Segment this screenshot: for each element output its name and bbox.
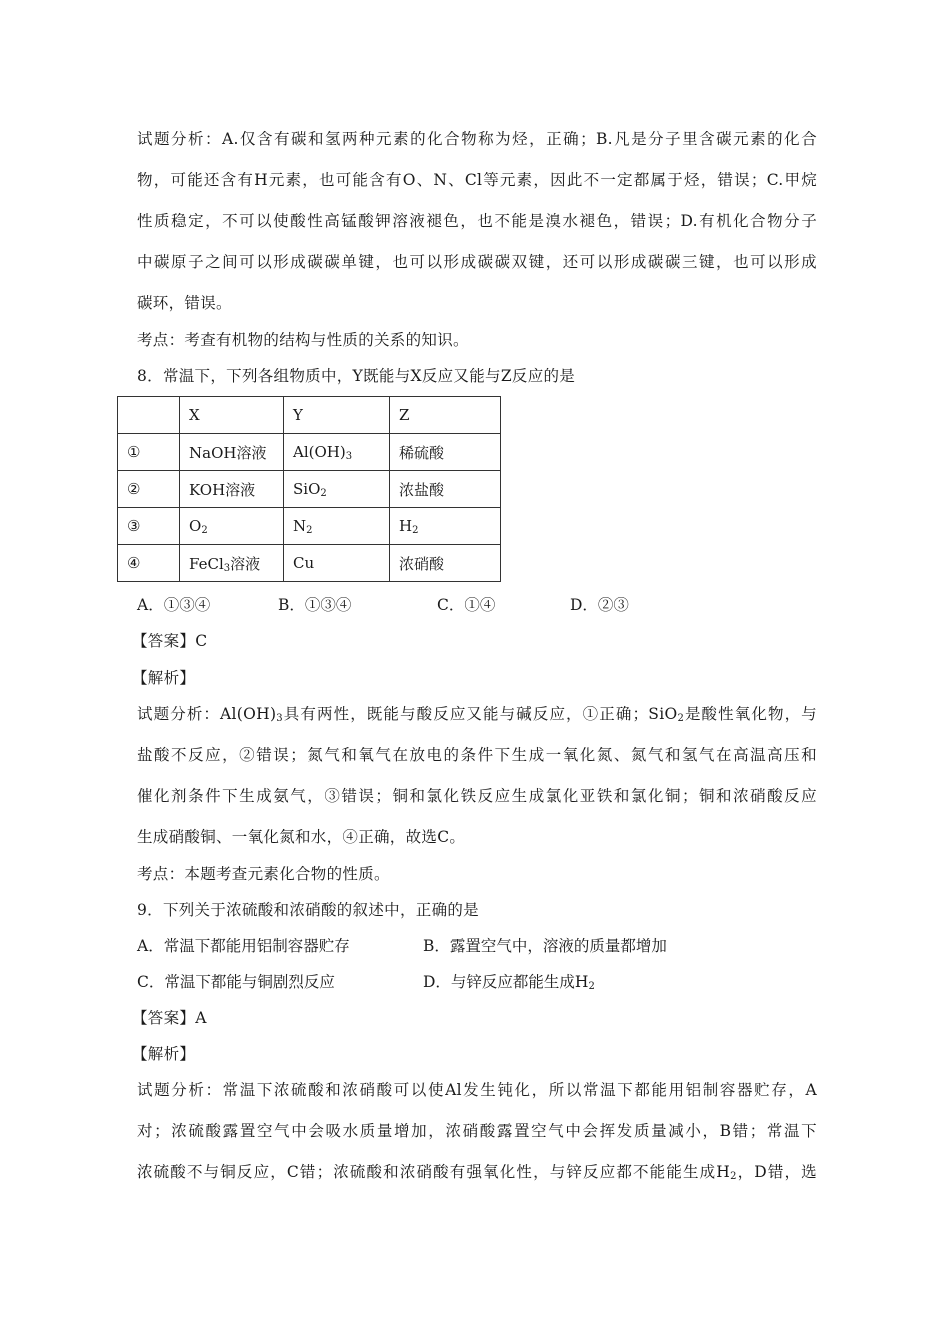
table-cell: $O_2$ [180, 508, 284, 545]
table-cell: 稀硫酸 [390, 434, 501, 471]
table-cell: ② [118, 471, 180, 508]
table-cell: KOH溶液 [180, 471, 284, 508]
question-8-option-b: B．①③④ [278, 596, 352, 614]
table-cell: $Al(OH)_3$ [284, 434, 390, 471]
question-9-option-b: B．露置空气中，溶液的质量都增加 [423, 937, 667, 955]
analysis7-line-2: 物，可能还含有H元素，也可能含有O、N、Cl等元素，因此不一定都属于烃，错误；C.甲烷 [137, 171, 817, 189]
analysis8-line-1: 试题分析：$Al(OH)_3$具有两性，既能与酸反应又能与碱反应，①正确；SiO$_2$是酸性氧化物，与 [137, 705, 817, 724]
analysis9-line-3: 浓硫酸不与铜反应，C错；浓硫酸和浓硝酸有强氧化性，与锌反应都不能能生成$H_2$，D错，选 [137, 1163, 817, 1182]
analysis7-line-5: 碳环，错误。 [137, 294, 232, 312]
question-9-option-c: C．常温下都能与铜剧烈反应 [137, 973, 335, 991]
question-8-table [117, 396, 501, 582]
question-8-stem: 8．常温下，下列各组物质中，Y既能与X反应又能与Z反应的是 [137, 367, 576, 385]
question-8-option-a: A．①③④ [137, 596, 211, 614]
table-cell: 浓盐酸 [390, 471, 501, 508]
table-cell: Cu [284, 545, 390, 582]
table-row [118, 545, 501, 582]
table-row [118, 434, 501, 471]
question-8-answer: 【答案】C [132, 632, 208, 650]
table-cell: SiO$_2$ [284, 471, 390, 508]
table-header-cell: X [180, 397, 284, 434]
analysis7-line-4: 中碳原子之间可以形成碳碳单键，也可以形成碳碳双键，还可以形成碳碳三键，也可以形成 [137, 253, 817, 271]
table-cell: FeCl$_3$溶液 [180, 545, 284, 582]
table-cell: ④ [118, 545, 180, 582]
analysis7-line-1: 试题分析：A.仅含有碳和氢两种元素的化合物称为烃，正确；B.凡是分子里含碳元素的化合 [137, 130, 817, 148]
question-9-option-d: D．与锌反应都能生成$H_2$ [423, 973, 595, 992]
question-9-option-a: A．常温下都能用铝制容器贮存 [137, 937, 350, 955]
table-header-cell [118, 397, 180, 434]
table-cell: $N_2$ [284, 508, 390, 545]
question-9-jiexi-label: 【解析】 [132, 1045, 196, 1063]
question-9-answer: 【答案】A [132, 1009, 207, 1027]
analysis9-line-1: 试题分析：常温下浓硫酸和浓硝酸可以使Al发生钝化，所以常温下都能用铝制容器贮存，A [137, 1081, 817, 1099]
table-header-row [118, 397, 501, 434]
table-cell: ① [118, 434, 180, 471]
analysis7-line-3: 性质稳定，不可以使酸性高锰酸钾溶液褪色，也不能是溴水褪色，错误；D.有机化合物分子 [137, 212, 817, 230]
analysis8-line-3: 催化剂条件下生成氨气，③错误；铜和氯化铁反应生成氯化亚铁和氯化铜；铜和浓硝酸反应 [137, 787, 817, 805]
table-header-cell: Y [284, 397, 390, 434]
kaodian-7: 考点：考查有机物的结构与性质的关系的知识。 [137, 331, 469, 349]
question-8-option-d: D．②③ [570, 596, 629, 614]
kaodian-8: 考点：本题考查元素化合物的性质。 [137, 865, 390, 883]
question-8-option-c: C．①④ [437, 596, 496, 614]
table-row [118, 471, 501, 508]
table-cell: ③ [118, 508, 180, 545]
table-row [118, 508, 501, 545]
table-cell: 浓硝酸 [390, 545, 501, 582]
analysis9-line-2: 对；浓硫酸露置空气中会吸水质量增加，浓硝酸露置空气中会挥发质量减小，B错；常温下 [137, 1122, 817, 1140]
analysis8-line-2: 盐酸不反应，②错误；氮气和氧气在放电的条件下生成一氧化氮、氮气和氢气在高温高压和 [137, 746, 817, 764]
table-cell: NaOH溶液 [180, 434, 284, 471]
table-cell: $H_2$ [390, 508, 501, 545]
question-8-jiexi-label: 【解析】 [132, 669, 196, 687]
table-header-cell: Z [390, 397, 501, 434]
analysis8-line-4: 生成硝酸铜、一氧化氮和水，④正确，故选C。 [137, 828, 466, 846]
question-9-stem: 9．下列关于浓硫酸和浓硝酸的叙述中，正确的是 [137, 901, 479, 919]
